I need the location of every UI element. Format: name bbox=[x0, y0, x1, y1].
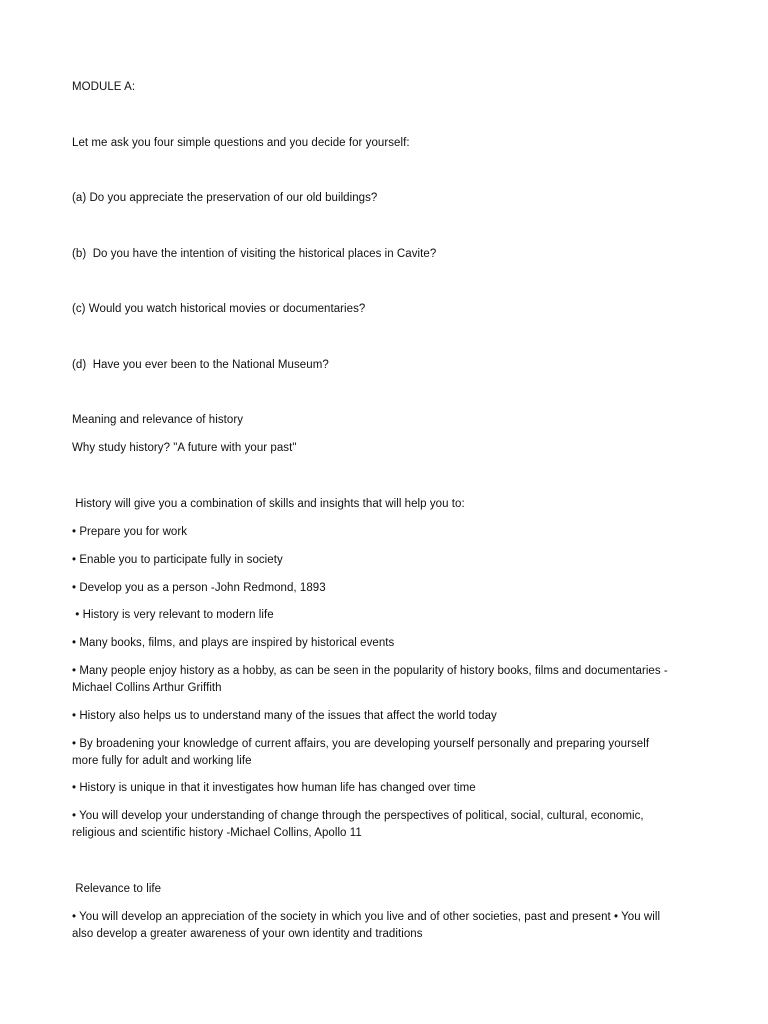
question-a: (a) Do you appreciate the preservation of our old buildings? bbox=[72, 192, 378, 204]
bullet-item: • By broadening your knowledge of current affairs, you are developing yourself personally and preparing yourself more fully for adult and working life bbox=[72, 738, 650, 767]
bullet-item: • You will develop your understanding of change through the perspectives of political, social, cultural, economic, religious and scientific history -Michael Collins, Apollo 11 bbox=[72, 810, 644, 839]
relevance-text: • You will develop an appreciation of the society in which you live and of other societies, past and present • You will also develop a greater awareness of your own identity and traditions bbox=[72, 911, 661, 940]
question-d: (d) Have you ever been to the National Museum? bbox=[72, 359, 329, 371]
question-b: (b) Do you have the intention of visiting the historical places in Cavite? bbox=[72, 248, 437, 260]
question-c: (c) Would you watch historical movies or documentaries? bbox=[72, 303, 366, 315]
skills-intro: History will give you a combination of skills and insights that will help you to: bbox=[72, 498, 465, 510]
bullet-item: • History is unique in that it investigates how human life has changed over time bbox=[72, 782, 476, 794]
section-subtitle: Why study history? "A future with your past" bbox=[72, 442, 297, 454]
bullet-item: • Enable you to participate fully in society bbox=[72, 554, 283, 566]
bullet-item: • Many people enjoy history as a hobby, as can be seen in the popularity of history books, films and documentaries -Michael Collins Arthur Griffith bbox=[72, 665, 668, 694]
section-title: Meaning and relevance of history bbox=[72, 414, 244, 426]
bullet-item: • Many books, films, and plays are inspired by historical events bbox=[72, 637, 395, 649]
intro-text: Let me ask you four simple questions and you decide for yourself: bbox=[72, 137, 410, 149]
relevance-title: Relevance to life bbox=[72, 883, 162, 895]
bullet-item: • History is very relevant to modern life bbox=[72, 609, 274, 621]
bullet-item: • History also helps us to understand many of the issues that affect the world today bbox=[72, 710, 497, 722]
bullet-item: • Develop you as a person -John Redmond, 1893 bbox=[72, 582, 326, 594]
bullet-item: • Prepare you for work bbox=[72, 526, 188, 538]
module-heading: MODULE A: bbox=[72, 81, 136, 93]
